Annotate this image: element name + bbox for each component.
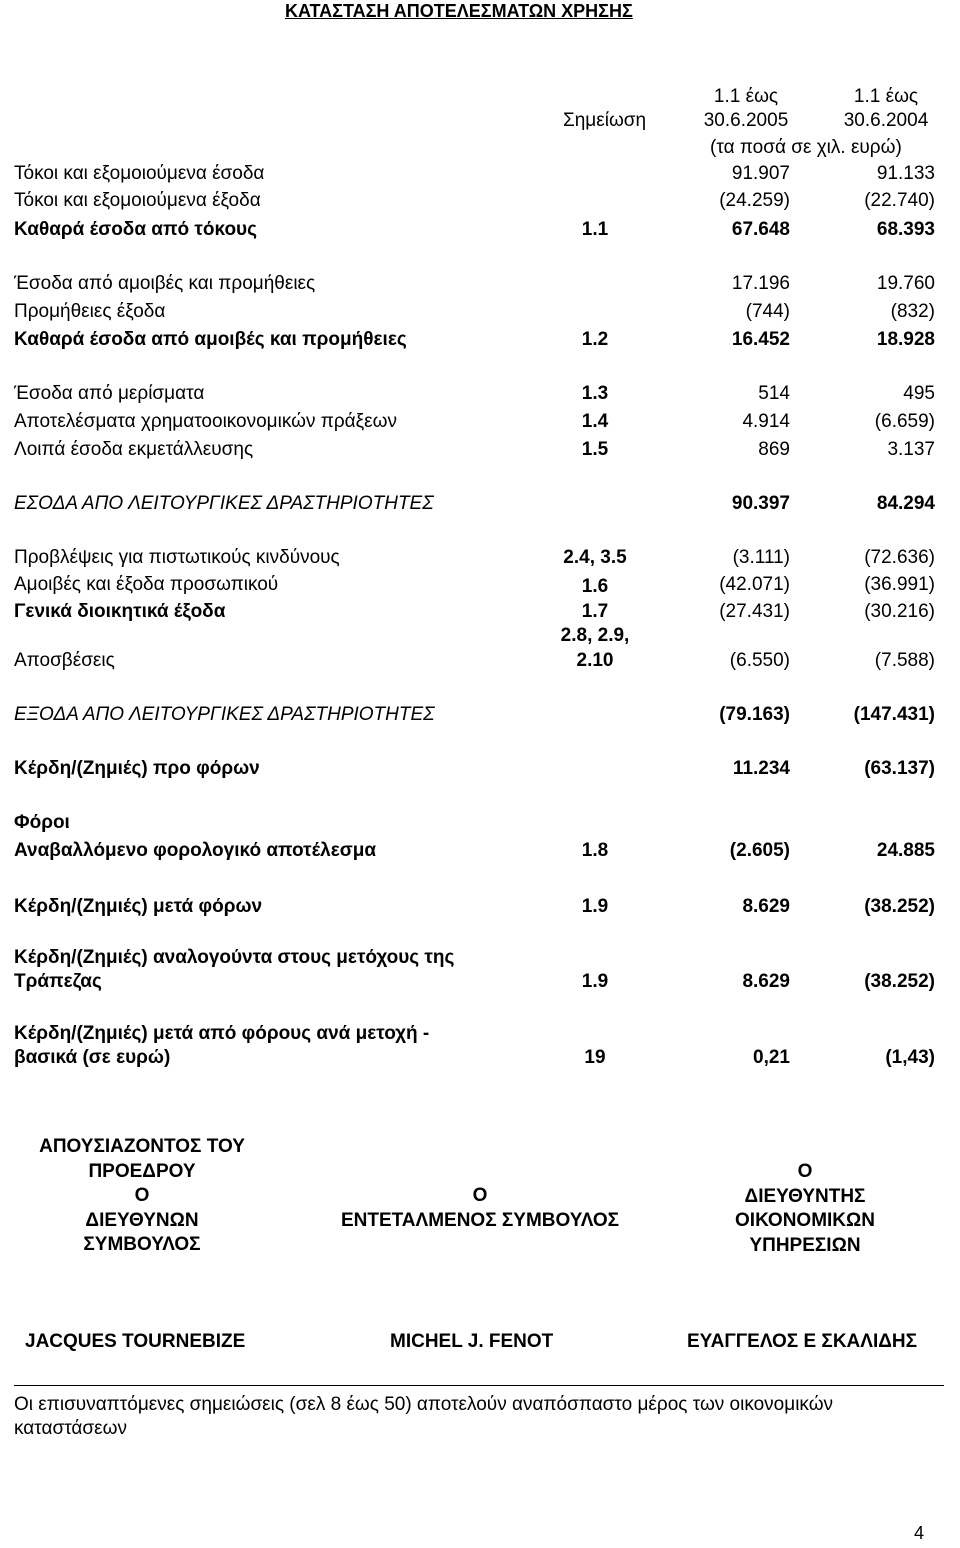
row-value-2005: (42.071) (719, 574, 790, 595)
row-note: 1.8 (581, 840, 609, 861)
role-line: ΕΝΤΕΤΑΛΜΕΝΟΣ ΣΥΜΒΟΥΛΟΣ (340, 1209, 620, 1231)
row-label-line2: βασικά (σε ευρώ) (14, 1047, 171, 1068)
period-2004-header-line1: 1.1 έως (853, 86, 919, 107)
row-value-2005: (27.431) (719, 601, 790, 622)
signatory-name: MICHEL J. FENOT (390, 1331, 554, 1352)
row-note: 19 (584, 1047, 606, 1068)
row-value-2005: 90.397 (731, 493, 790, 514)
row-label: Λοιπά έσοδα εκμετάλλευσης (14, 439, 254, 460)
role-line: ΟΙΚΟΝΟΜΙΚΩΝ (735, 1210, 875, 1231)
role-line: ΑΠΟΥΣΙΑΖΟΝΤΟΣ ΤΟΥ (39, 1136, 245, 1157)
signatory-name: ΕΥΑΓΓΕΛΟΣ Ε ΣΚΑΛΙΔΗΣ (687, 1331, 918, 1352)
page-title: ΚΑΤΑΣΤΑΣΗ ΑΠΟΤΕΛΕΣΜΑΤΩΝ ΧΡΗΣΗΣ (285, 1, 633, 21)
row-note: 1.1 (581, 219, 609, 240)
note-column-header: Σημείωση (563, 110, 647, 131)
row-value-2005: 91.907 (731, 163, 790, 184)
row-value-2005: 869 (758, 439, 790, 460)
period-2005-header-line2: 30.6.2005 (703, 110, 789, 131)
row-value-2005: 4.914 (742, 411, 790, 432)
page-number: 4 (914, 1523, 925, 1543)
row-label: Φόροι (14, 812, 70, 833)
row-note: 1.9 (581, 971, 609, 992)
row-value-2005: (24.259) (719, 190, 790, 211)
row-value-2004: 18.928 (876, 329, 935, 350)
row-note-line2: 2.10 (576, 650, 614, 671)
row-value-2005: 11.234 (732, 758, 790, 779)
row-label-line1: Κέρδη/(Ζημιές) μετά από φόρους ανά μετοχή - (14, 1023, 430, 1044)
role-line: ΔΙΕΥΘΥΝΩΝ (85, 1209, 199, 1231)
row-label: Κέρδη/(Ζημιές) μετά φόρων (14, 896, 263, 917)
row-value-2005: 17.196 (731, 273, 790, 294)
footnote-divider (14, 1385, 944, 1386)
row-value-2005: 67.648 (731, 219, 790, 240)
row-value-2005: 0,21 (753, 1047, 790, 1068)
row-value-2005: 8.629 (742, 896, 790, 917)
signatory-role-chairman (22, 1135, 262, 1258)
row-value-2005: (6.550) (729, 650, 790, 671)
row-label: Τόκοι και εξομοιούμενα έσοδα (14, 163, 265, 184)
row-value-2004: (30.216) (864, 601, 935, 622)
row-value-2004: (22.740) (864, 190, 935, 211)
row-value-2004: (1,43) (885, 1047, 935, 1068)
row-value-2004: 19.760 (876, 273, 935, 294)
row-value-2005: (79.163) (719, 704, 790, 725)
row-label: ΕΞΟΔΑ ΑΠΟ ΛΕΙΤΟΥΡΓΙΚΕΣ ΔΡΑΣΤΗΡΙΟΤΗΤΕΣ (14, 704, 435, 725)
row-note: 1.7 (581, 601, 609, 622)
row-label: Προβλέψεις για πιστωτικούς κινδύνους (14, 547, 340, 568)
row-label-line2: Τράπεζας (14, 971, 102, 992)
row-label: Αναβαλλόμενο φορολογικό αποτέλεσμα (14, 840, 377, 861)
row-value-2005: (744) (745, 301, 790, 322)
row-value-2004: (36.991) (864, 574, 935, 595)
row-note: 1.4 (581, 411, 609, 432)
role-line: Ο (797, 1161, 813, 1182)
row-note: 1.5 (581, 439, 609, 460)
row-value-2004: 3.137 (887, 439, 935, 460)
row-label: Γενικά διοικητικά έξοδα (14, 601, 226, 622)
row-value-2004: (72.636) (864, 547, 935, 568)
row-value-2004: (38.252) (864, 971, 935, 992)
row-label-line1: Κέρδη/(Ζημιές) αναλογούντα στους μετόχους της (14, 947, 455, 968)
row-label: Καθαρά έσοδα από αμοιβές και προμήθειες (14, 329, 407, 350)
row-note-line1: 2.8, 2.9, (560, 625, 630, 646)
row-value-2004: (832) (890, 301, 935, 322)
row-label: Αποτελέσματα χρηματοοικονομικών πράξεων (14, 411, 397, 432)
row-note: 1.2 (581, 329, 609, 350)
role-line: ΣΥΜΒΟΥΛΟΣ (83, 1234, 201, 1255)
signatory-role-cfo (700, 1160, 910, 1258)
row-value-2005: 514 (758, 383, 790, 404)
row-value-2004: (38.252) (864, 896, 935, 917)
row-label: Κέρδη/(Ζημιές) προ φόρων (14, 758, 260, 779)
row-label: Καθαρά έσοδα από τόκους (14, 219, 257, 240)
role-line: ΥΠΗΡΕΣΙΩΝ (749, 1234, 861, 1256)
row-note: 1.3 (581, 383, 609, 404)
row-note: 2.4, 3.5 (563, 547, 627, 568)
row-value-2004: 84.294 (876, 493, 935, 514)
row-label: Αποσβέσεις (14, 650, 115, 671)
period-2004-header-line2: 30.6.2004 (843, 110, 929, 131)
row-label: Προμήθειες έξοδα (14, 301, 166, 322)
row-value-2004: 91.133 (876, 163, 935, 184)
footnote-line1: Οι επισυναπτόμενες σημειώσεις (σελ 8 έως 50) αποτελούν αναπόσπαστο μέρος των οικονομικών (14, 1394, 834, 1415)
row-label: Έσοδα από αμοιβές και προμήθειες (14, 273, 316, 294)
row-label: Αμοιβές και έξοδα προσωπικού (14, 574, 279, 595)
role-line: ΠΡΟΕΔΡΟΥ (88, 1160, 196, 1182)
row-value-2004: 495 (903, 383, 935, 404)
row-value-2004: (147.431) (853, 704, 935, 725)
role-line: ΔΙΕΥΘΥΝΤΗΣ (744, 1185, 866, 1207)
units-caption: (τα ποσά σε χιλ. ευρώ) (710, 137, 902, 158)
role-line: Ο (472, 1185, 488, 1206)
row-value-2004: (6.659) (874, 411, 935, 432)
signatory-role-managing-director (310, 1184, 650, 1233)
period-2005-header-line1: 1.1 έως (713, 86, 779, 107)
row-label: ΕΣΟΔΑ ΑΠΟ ΛΕΙΤΟΥΡΓΙΚΕΣ ΔΡΑΣΤΗΡΙΟΤΗΤΕΣ (14, 493, 434, 514)
row-value-2004: (7.588) (874, 650, 935, 671)
row-label: Έσοδα από μερίσματα (14, 383, 205, 404)
row-value-2005: (2.605) (729, 840, 790, 861)
row-note: 1.9 (581, 896, 609, 917)
row-note: 1.6 (581, 576, 609, 597)
row-value-2004: (63.137) (864, 758, 935, 779)
row-value-2004: 24.885 (876, 840, 935, 861)
role-line: Ο (134, 1185, 150, 1206)
row-value-2005: (3.111) (732, 547, 790, 568)
row-label: Τόκοι και εξομοιούμενα έξοδα (14, 190, 261, 211)
row-value-2005: 8.629 (742, 971, 790, 992)
row-value-2005: 16.452 (731, 329, 790, 350)
footnote-line2: καταστάσεων (14, 1418, 127, 1439)
row-value-2004: 68.393 (876, 219, 935, 240)
signatory-name: JACQUES TOURNEBIZE (25, 1331, 246, 1352)
